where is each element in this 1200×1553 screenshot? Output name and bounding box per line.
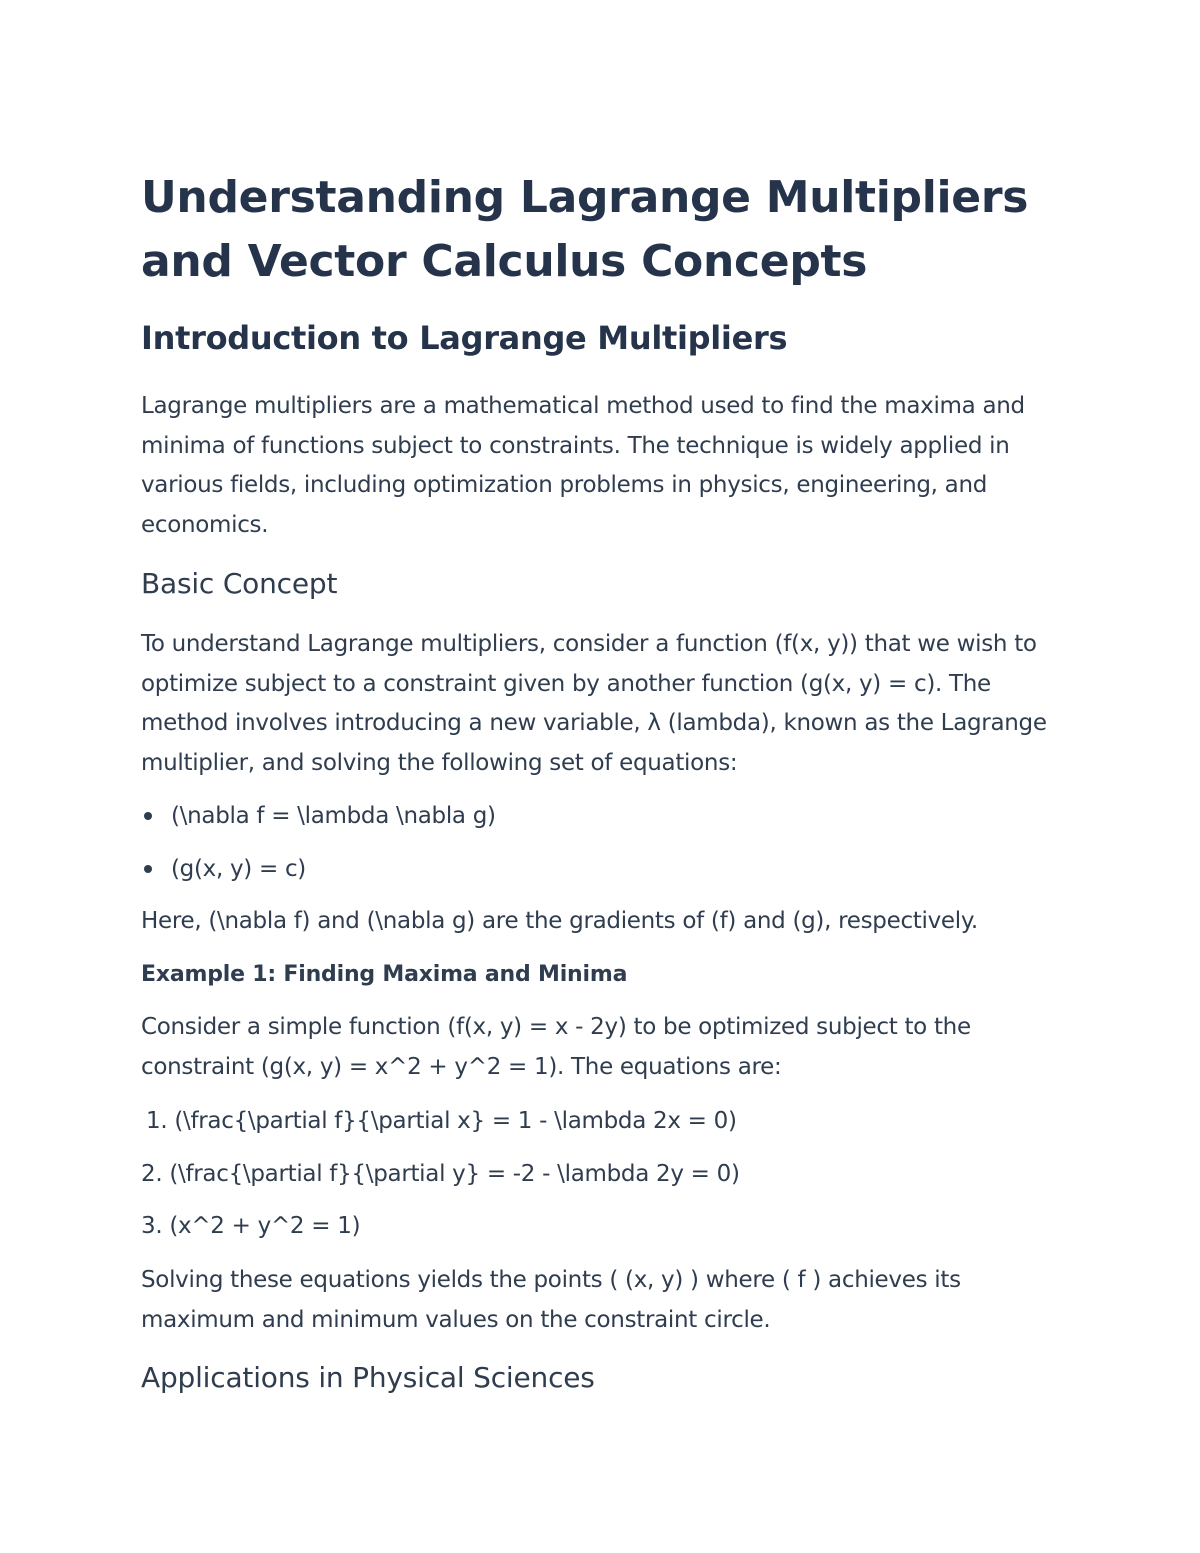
section-heading-basic-concept: Basic Concept [141,567,338,600]
bullet-text: (g(x, y) = c) [171,856,306,882]
section-heading-applications: Applications in Physical Sciences [141,1361,595,1394]
document-title: Understanding Lagrange Multipliers and Vector Calculus Concepts [141,172,1029,287]
list-item: 2. (\frac{\partial f}{\partial y} = -2 - \lambda 2y = 0) [141,1161,740,1187]
example-conclusion-paragraph: Solving these equations yields the points ( (x, y) ) where ( f ) achieves its maximum and minimum values on the constraint circle. [141,1267,961,1333]
example-intro-paragraph: Consider a simple function (f(x, y) = x - 2y) to be optimized subject to the constraint (g(x, y) = x^2 + y^2 = 1). The equations are: [141,1014,971,1080]
example-heading: Example 1: Finding Maxima and Minima [141,962,628,987]
list-item: 3. (x^2 + y^2 = 1) [141,1213,361,1239]
section-heading-introduction: Introduction to Lagrange Multipliers [141,319,788,357]
list-item: 1. (\frac{\partial f}{\partial x} = 1 - \lambda 2x = 0) [146,1108,737,1134]
basic-concept-paragraph: To understand Lagrange multipliers, consider a function (f(x, y)) that we wish to optimize subject to a constraint given by another function (g(x, y) = c). The method involves introducing a new variable, λ (lambda), known as the Lagrange multiplier, and solving the following set of equations: [141,631,1047,776]
intro-paragraph: Lagrange multipliers are a mathematical method used to find the maxima and minima of functions subject to constraints. The technique is widely applied in various fields, including optimization problems in physics, engineering, and economics. [141,393,1025,538]
gradients-note: Here, (\nabla f) and (\nabla g) are the gradients of (f) and (g), respectively. [141,908,978,934]
bullet-dot [144,812,152,820]
bullet-dot [144,865,152,873]
bullet-text: (\nabla f = \lambda \nabla g) [171,803,496,829]
